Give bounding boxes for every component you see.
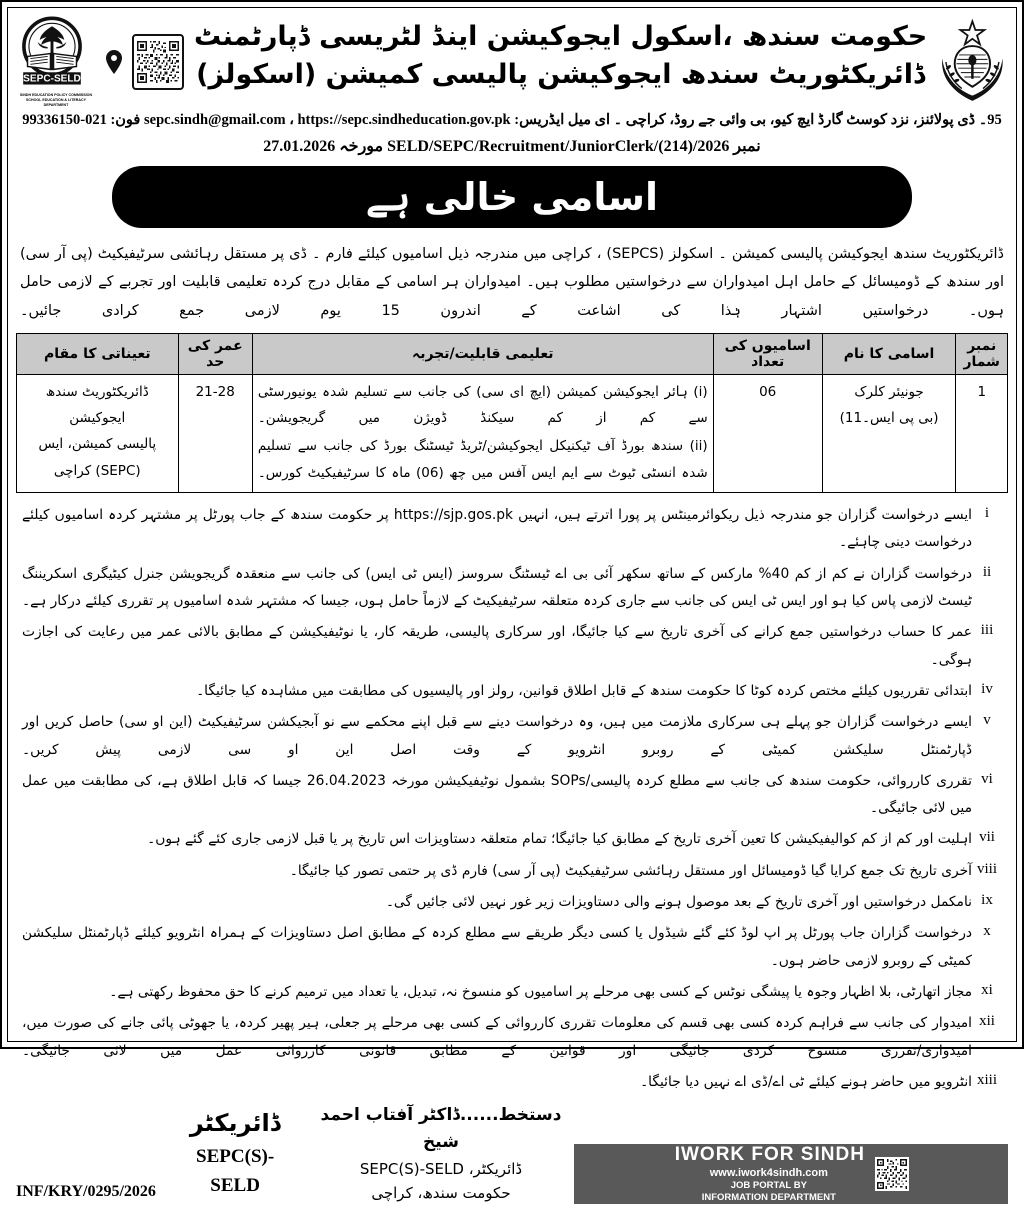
condition-number: vii: [979, 829, 995, 846]
logo-subtitle-line1: SINDH EDUCATION POLICY COMMISSION: [19, 93, 93, 97]
place-line1: ڈائریکٹوریٹ سندھ ایجوکیشن: [45, 383, 149, 427]
signatory-org: حکومت سندھ، کراچی: [371, 1183, 511, 1202]
stamp-org: SEPC(S)-SELD: [196, 1145, 275, 1197]
logo-subtitle-line2: SCHOOL EDUCATION & LITERACY DEPARTMENT: [26, 97, 86, 107]
condition-number: xiii: [976, 1071, 997, 1088]
th-post-count: اسامیوں کی تعداد: [713, 333, 822, 374]
condition-item-vi: [22, 768, 1002, 823]
condition-item-ii: [22, 561, 1002, 616]
badge-qr-code[interactable]: [875, 1157, 909, 1191]
condition-number: xi: [981, 982, 993, 999]
th-serial: نمبر شمار: [956, 333, 1008, 374]
post-name-line1: جونیئر کلرک: [854, 383, 924, 400]
badge-i-letter: I: [674, 1143, 681, 1165]
condition-number: ix: [981, 892, 993, 909]
inf-number: INF/KRY/0295/2026: [16, 1182, 156, 1200]
condition-text: ایسے درخواست گزاران جو مندرجہ ذیل ریکوائرمینٹس پر پورا اترتے ہیں، انہیں https://sjp.gos.pk پر حکومت سندھ کے جاب پورٹل پر مشتہر کردہ اسامیوں کیلئے درخواست دینی چاہئے۔: [22, 507, 972, 551]
condition-text: مجاز اتھارٹی، بلا اظہار وجوہ یا پیشگی نوٹس کے کسی بھی مرحلے پر اسامیوں کو منسوخ نہ، تبدیل، یا تعداد میں ترمیم کرنے کا حق محفوظ رکھتی ہے۔: [109, 984, 972, 1001]
condition-item-vii: [22, 826, 1002, 853]
cell-qualification: [252, 374, 713, 492]
condition-number: iii: [980, 622, 994, 639]
condition-text: اہلیت اور کم از کم کوالیفیکیشن کا تعین آخری تاریخ کے مطابق کیا جائیگا؛ تمام متعلقہ دستاویزات اس تاریخ پر یا قبل لازمی جاری کئے گئے ہوں۔: [147, 831, 972, 848]
badge-website[interactable]: www.iwork4sindh.com: [709, 1166, 828, 1179]
condition-text: درخواست گزاران نے کم از کم 40% مارکس کے ساتھ سکھر آئی بی اے ٹیسٹنگ سروسز (ایس ٹی ایس) کی جانب سے منعقدہ گریجویشن جنرل کیٹیگری اسکریننگ ٹیسٹ لازمی پاس کیا ہو اور ایس ٹی ایس کی جانب سے جاری کردہ متعلقہ سرٹیفیکیٹ کے لازماً حامل ہوں، جیسا کہ مشتہر شدہ اسامیوں پر تقرری کیلئے درکار ہے۔: [22, 565, 973, 609]
condition-item-ix: [22, 889, 1002, 916]
condition-item-x: [22, 920, 1002, 975]
condition-number: ii: [982, 563, 992, 580]
government-of-sindh-emblem-icon: [937, 14, 1008, 110]
iwork-for-sindh-badge[interactable]: [574, 1144, 1008, 1204]
badge-subtitle-line2: INFORMATION DEPARTMENT: [701, 1191, 836, 1203]
table-header-row: [17, 333, 1008, 374]
th-age-limit: عمر کی حد: [178, 333, 252, 374]
header-left-group: [16, 12, 184, 108]
signatory-name: [314, 1102, 567, 1156]
vacancy-banner: اسامی خالی ہے: [112, 166, 912, 228]
condition-text: نامکمل درخواستیں اور آخری تاریخ کے بعد موصول ہونے والی دستاویزات زیر غور نہیں لائی جائیں گی۔: [385, 894, 972, 911]
department-titles: [184, 12, 937, 95]
th-qualification: تعلیمی قابلیت/تجربہ: [252, 333, 713, 374]
condition-number: xii: [979, 1013, 995, 1030]
condition-number: x: [983, 923, 991, 940]
condition-item-iii: [22, 619, 1002, 674]
condition-number: v: [983, 712, 991, 729]
title-line-2: ڈائریکٹوریٹ سندھ ایجوکیشن پالیسی کمیشن (اسکولز): [196, 59, 926, 91]
condition-item-viii: [22, 858, 1002, 885]
contact-line: 95۔ ڈی پولائنز، نزد کوسٹ گارڈ ایچ کیو، بی وائی جے روڈ، کراچی ۔ ای میل ایڈریس: sepc.sindh@gmail.com ، https://sepc.sindheducation.gov.pk فون: 021-99336150: [22, 112, 1002, 128]
signatory-name-text: ڈاکٹر آفتاب احمد شیخ: [320, 1105, 460, 1153]
condition-number: viii: [976, 860, 997, 877]
cell-age-limit: 21-28: [178, 374, 252, 492]
condition-item-xii: [22, 1010, 1002, 1065]
svg-text:SEPC-SELD: SEPC-SELD: [23, 73, 81, 85]
signatory-title: ڈائریکٹر، SEPC(S)-SELD: [359, 1159, 523, 1178]
header-qr-code[interactable]: [132, 34, 184, 90]
qualification-item-i: (i) ہائر ایجوکیشن کمیشن (ایچ ای سی) کی جانب سے تسلیم شدہ یونیورسٹی سے کم از کم سیکنڈ ڈویژن میں گریجویشن۔: [257, 383, 708, 427]
condition-number: vi: [981, 770, 993, 787]
reference-number: نمبر SELD/SEPC/Recruitment/JuniorClerk/(214)/2026 مورخہ 27.01.2026: [263, 138, 761, 155]
director-stamp: [178, 1105, 292, 1205]
post-name-line2: (بی پی ایس۔11): [839, 410, 939, 427]
condition-item-iv: [22, 678, 1002, 705]
condition-item-i: [22, 502, 1002, 557]
page-inner-border: [7, 7, 1017, 1203]
condition-item-v: [22, 709, 1002, 764]
vacancy-banner-wrap: [16, 166, 1008, 228]
cell-post-count: 06: [713, 374, 822, 492]
place-line2: پالیسی کمیشن، ایس: [38, 436, 157, 453]
place-line3: (SEPC) کراچی: [53, 462, 141, 479]
sepc-seld-logo: [16, 16, 96, 108]
badge-subtitle-line1: JOB PORTAL BY: [730, 1179, 807, 1191]
cell-posting-place: [17, 374, 179, 492]
condition-text: عمر کا حساب درخواستیں جمع کرانے کی آخری تاریخ سے کیا جائیگا، اور سرکاری پالیسی، طریقہ کار، یا نوٹیفیکیشن کے مطابق بالائی عمر میں رعایت کی اجازت ہوگی۔: [22, 624, 972, 668]
signature-label: دستخط......: [459, 1105, 562, 1126]
conditions-list: [22, 502, 1002, 1100]
book-tree-emblem-icon: [16, 16, 88, 94]
qualification-item-ii: (ii) سندھ بورڈ آف ٹیکنیکل ایجوکیشن/ٹریڈ ٹیسٹنگ بورڈ کی جانب سے تسلیم شدہ انسٹی ٹیوٹ سے ایم ایس آفس میں چھ (06) ماہ کا سرٹیفیکیٹ کورس۔: [257, 438, 708, 481]
signature-area: [16, 1102, 574, 1206]
condition-number: iv: [981, 680, 993, 697]
title-line-1: حکومت سندھ ،اسکول ایجوکیشن اینڈ لٹریسی ڈپارٹمنٹ: [194, 21, 928, 52]
document-header: [16, 12, 1008, 110]
condition-text: آخری تاریخ تک جمع کرایا گیا ڈومیسائل اور مستقل رہائشی سرٹیفیکیٹ (پی آر سی) فارم ڈی پر حتمی تصور کیا جائیگا۔: [289, 862, 972, 879]
document-footer: [16, 1102, 1008, 1206]
location-pin-icon: [106, 50, 122, 74]
th-posting-place: تعیناتی کا مقام: [17, 333, 179, 374]
condition-text: درخواست گزاران جاب پورٹل پر اپ لوڈ کئے گئے شیڈول یا کسی دیگر طریقے سے مطلع کردہ کے مطابق اصل دستاویزات کے ہمراہ انٹرویو کیلئے ڈپارٹمنٹل سلیکشن کمیٹی کے روبرو لازمی حاضر ہوں۔: [22, 925, 972, 969]
condition-text: تقرری کارروائی، حکومت سندھ کی جانب سے مطلع کردہ پالیسی/SOPs بشمول نوٹیفیکیشن مورخہ 26.04.2023 جیسا کہ قابل اطلاق ہے، کی مطابقت میں عمل میں لائی جائیگی۔: [22, 772, 972, 817]
badge-title-line: [673, 1144, 865, 1166]
stamp-title: ڈائریکٹر: [189, 1108, 281, 1137]
condition-text: ابتدائی تقرریوں کیلئے مختص کردہ کوٹا کا حکومت سندھ کے قابل اطلاق قوانین، رولز اور پالیسیوں کی مطابقت میں مشاہدہ کیا جائیگا۔: [196, 682, 972, 699]
cell-serial: 1: [956, 374, 1008, 492]
badge-title: WORK FOR SINDH: [680, 1143, 865, 1165]
qr-code-icon: [137, 39, 179, 85]
th-post-name: اسامی کا نام: [822, 333, 956, 374]
cell-post-name: [822, 374, 956, 492]
condition-number: i: [984, 505, 990, 522]
vacancy-table: [16, 333, 1008, 493]
condition-text: انٹرویو میں حاضر ہونے کیلئے ٹی اے/ڈی اے نہیں دیا جائیگا۔: [640, 1073, 972, 1090]
signature-block: [314, 1102, 567, 1204]
condition-text: امیدوار کی جانب سے فراہم کردہ کسی بھی قسم کی معلومات تقرری کارروائی کے کسی بھی مرحلے پر جعلی، ہیر پھیر کردہ، یا جھوٹی پائی جانے کی صورت میں، امیدواری/تقرری منسوخ کردی جائیگی اور قوانین کے مطابق قانونی کارروائی عمل میں لائی جائیگی۔: [22, 1015, 972, 1059]
qr-code-icon: [877, 1159, 907, 1189]
condition-text: ایسے درخواست گزاران جو پہلے ہی سرکاری ملازمت میں ہیں، وہ درخواست دینے سے قبل اپنے محکمے سے نو آبجیکشن سرٹیفیکیٹ (این او سی) حاصل کریں اور ڈپارٹمنٹل سلیکشن کمیٹی کے روبرو انٹرویو کے وقت اصل این او سی لازمی پیش کریں۔: [22, 714, 972, 758]
condition-item-xi: [22, 979, 1002, 1006]
badge-text-group: [673, 1144, 865, 1204]
badge-subtitle: [673, 1180, 865, 1204]
condition-item-xiii: [22, 1069, 1002, 1096]
intro-paragraph: ڈائریکٹوریٹ سندھ ایجوکیشن پالیسی کمیشن ۔ اسکولز (SEPCS) ، کراچی میں مندرجہ ذیل اسامیوں کیلئے فارم ۔ ڈی پر مستقل رہائشی سرٹیفیکیٹ (پی آر سی) اور سندھ کے ڈومیسائل کے حامل اہل امیدواران سے درخواستیں مطلوب ہیں۔ امیدواران ہر اسامی کے مقابل درج کردہ تعلیمی قابلیت اور تجربے کے لازمی حامل ہوں۔ درخواستیں اشتہار ہٰذا کی اشاعت کے اندرون 15 یوم لازمی جمع کرادی جائیں۔: [20, 246, 1004, 319]
table-row: [17, 374, 1008, 492]
